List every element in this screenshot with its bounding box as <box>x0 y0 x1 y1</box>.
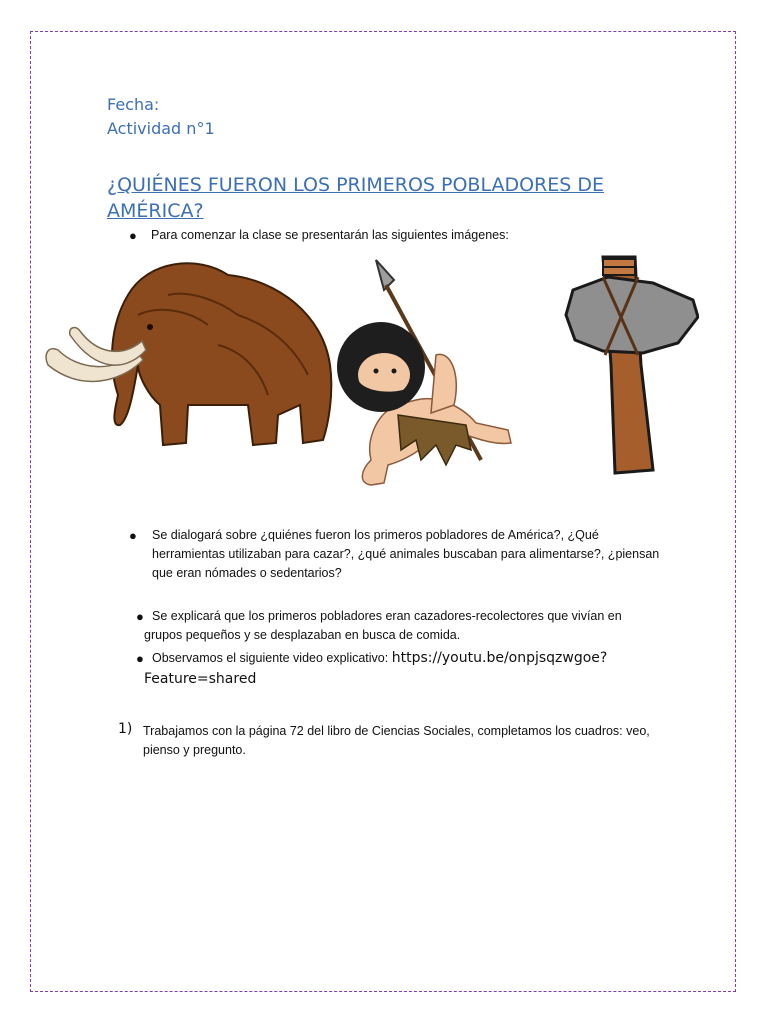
bullet-item <box>136 648 659 690</box>
numbered-item <box>118 722 658 760</box>
item-text: Trabajamos con la página 72 del libro de Ciencias Sociales, completamos los cuadros: veo, pienso y pregunto. <box>143 724 650 757</box>
header-block <box>107 93 215 141</box>
item-number: 1) <box>118 721 133 737</box>
activity-label: Actividad n°1 <box>107 119 215 138</box>
mammoth-illustration <box>38 255 338 450</box>
video-link[interactable]: https://youtu.be/onpjsqzwgoe?Feature=shared <box>144 650 608 687</box>
stone-axe-illustration <box>563 255 699 477</box>
bullet-item <box>129 526 662 583</box>
bullet-text: Se explicará que los primeros pobladores eran cazadores-recolectores que vivían en grupos pequeños y se desplazaban en busca de comida. <box>144 609 622 642</box>
bullet-item <box>129 226 671 245</box>
bullet-text: Se dialogará sobre ¿quiénes fueron los primeros pobladores de América?, ¿Qué herramientas utilizaban para cazar?, ¿qué animales buscaban para alimentarse?, ¿piensan que eran nómades o sedentarios? <box>152 528 660 580</box>
page-title: ¿QUIÉNES FUERON LOS PRIMEROS POBLADORES DE AMÉRICA? <box>107 174 604 222</box>
bullet-dot-icon: ● <box>136 651 144 666</box>
bullet-dot-icon: ● <box>129 528 137 543</box>
bullet-dot-icon: ● <box>136 609 144 624</box>
bullet-text: Observamos el siguiente video explicativo: <box>152 651 389 665</box>
bullet-item <box>136 607 659 645</box>
caveman-illustration <box>336 255 518 490</box>
bullet-dot-icon: ● <box>129 228 137 243</box>
bullet-text: Para comenzar la clase se presentarán las siguientes imágenes: <box>151 228 509 242</box>
date-label: Fecha: <box>107 95 160 114</box>
